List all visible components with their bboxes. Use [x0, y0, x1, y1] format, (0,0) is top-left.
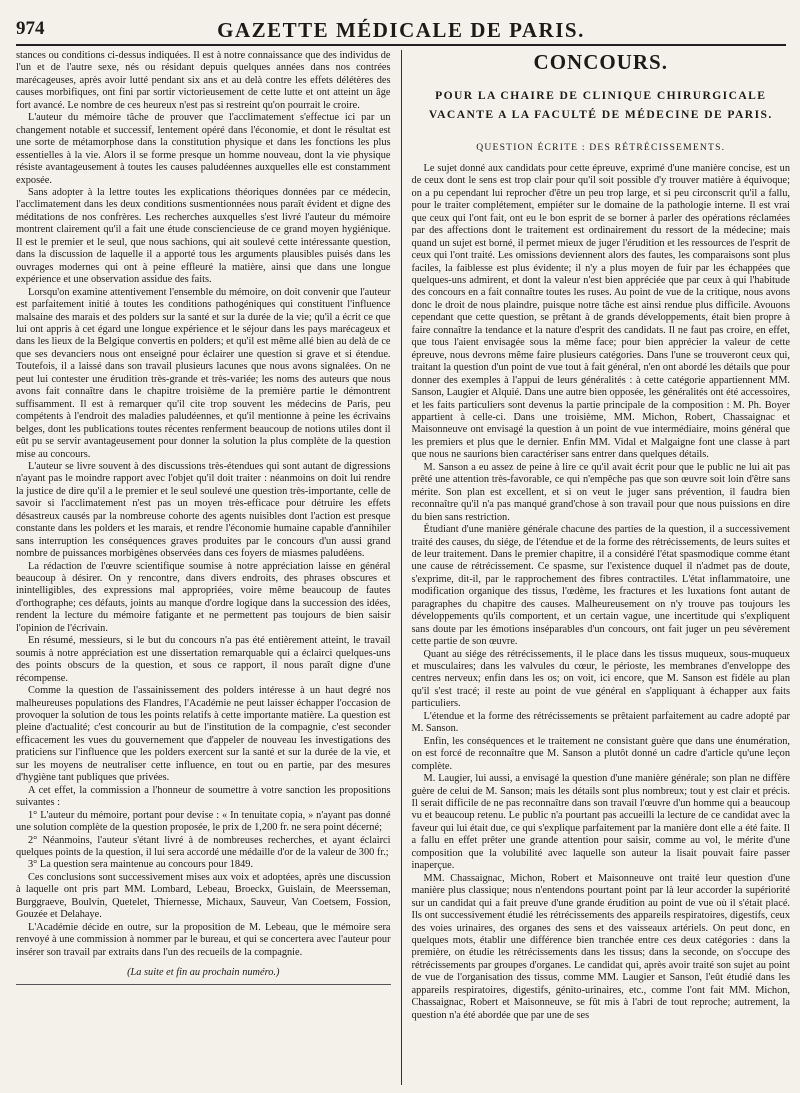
paragraph: A cet effet, la commission a l'honneur de soumettre à votre sanction les propositions suivantes :: [16, 784, 391, 809]
article-title: POUR LA CHAIRE DE CLINIQUE CHIRURGICALE VACANTE A LA FACULTÉ DE MÉDECINE DE PARIS.: [428, 89, 773, 122]
paragraph: Le sujet donné aux candidats pour cette épreuve, exprimé d'une manière concise, est un de ceux dont le sens est trop clair pour qu'il soit possible d'y trouver matière à équivoque; on a pu cependant lui reprocher d'être un peu trop large, et si peu circonscrit qu'il a fallu, pour le traiter complétement, empiéter sur le domaine de la pathologie interne. Il est vrai que ceux qui l'ont fait, ont eu le bon esprit de se borner à parler des opérations réclamées par des affections dont le traitement est ordinairement du ressort de la médecine; mais quand un sujet est borné, il permet mieux de juger l'érudition et les ressources de l'esprit de ceux qui l'ont traité. Les omissions deviennent alors des fautes, les comparaisons sont plus faciles, la faiblesse est plus évidente; il n'y a plus moyen de fuir par les échappées que quelques-uns admirent, et dont la valeur n'est bien appréciée que par ceux à qui l'habitude des concours en a fait connaître toutes les ruses. Au point de vue de la critique, nous avons donc le droit de nous plaindre, puisque notre tâche est ainsi rendue plus difficile. Avouons cependant que cette question, se prêtant à de grands développements, était bien propre à faire connaître la tendance et la nature d'esprit des candidats. Il ne faut pas croire, en effet, que tous l'aient envisagée sous la même face; pour bien apprécier la valeur de cette épreuve, nous devrons même faire plusieurs catégories. Dans l'une se trouveront ceux qui, traitant la question d'un point de vue tout à fait général, n'en ont abordé les détails que pour donner des exemples à l'appui de leurs généralités : à cette catégorie appartiennent MM. Sanson, Laugier et Alquié. Dans une autre bien opposée, les généralités ont été accessoires, et les faits particuliers sont devenus la partie principale de la composition : M. Ph. Boyer appartient à celle-ci. Dans une troisième, MM. Michon, Robert, Chassaignac et Maisonneuve ont envisagé la question à un point de vue intermédiaire, moins général que les premiers et plus que le dernier. Enfin MM. Vidal et Malgaigne font une classe à part que nous ne saurions bien caractériser sans entrer dans quelques détails.: [411, 162, 790, 461]
proposition-item: 1° L'auteur du mémoire, portant pour devise : « In tenuitate copia, » n'ayant pas donné une solution complète de la question proposée, le prix de 1,200 fr. ne sera point décerné;: [16, 809, 391, 834]
paragraph: La rédaction de l'œuvre scientifique soumise à notre appréciation laisse en général beaucoup à désirer. On y rencontre, dans divers endroits, des phrases obscures et inintelligibles, des expressions mal appropriées, voire même beaucoup de fautes d'orthographe; ces défauts, joints au manque d'ordre logique dans la succession des idées, rendent la lecture du mémoire fatigante et ne permettent pas toujours de bien saisir l'opinion de l'écrivain.: [16, 560, 391, 634]
right-column: [406, 50, 790, 1085]
proposition-item: 2° Néanmoins, l'auteur s'étant livré à de nombreuses recherches, et ayant éclairci quelques points de la question, il lui sera accordé une médaille d'or de la valeur de 300 fr.;: [16, 834, 391, 858]
paragraph: Comme la question de l'assainissement des polders intéresse à un haut degré nos malheureuses populations des Flandres, l'Académie ne peut laisser échapper l'occasion de provoquer la solution de tous les points relatifs à cette importante matière. La question est pleine d'actualité; c'est concourir au but de l'institution de la compagnie, c'est seconder efficacement les vues du gouvernement que d'appeler de nouveau les investigations des praticiens sur l'influence que les polders exercent sur la santé et sur la durée de la vie, et sur les moyens de neutraliser cette influence, en tout ou en partie, par des mesures d'hygiène tant publiques que privées.: [16, 685, 391, 784]
journal-title: GAZETTE MÉDICALE DE PARIS.: [217, 18, 585, 42]
paragraph: M. Laugier, lui aussi, a envisagé la question d'une manière générale; son plan ne diffère guère de celui de M. Sanson; mais les détails sont plus nombreux; tout y est clair et précis. Il serait difficile de ne pas reconnaître dans son travail l'œuvre d'un homme qui a beaucoup vu et beaucoup retenu. Le public n'a pourtant pas accueilli la lecture de ce candidat avec la faveur qui lui était due, ce qui s'explique parfaitement par la manière dont elle a été faite. Il a fallu en effet prêter une grande attention pour saisir, comme au vol, le mérite d'une composition que la volubilité avec laquelle son auteur la lisait pouvait faire passer inaperçue.: [411, 773, 790, 872]
columns: [16, 50, 790, 1085]
proposition-item: 3° La question sera maintenue au concours pour 1849.: [28, 859, 254, 871]
continuation-note: (La suite et fin au prochain numéro.): [127, 967, 280, 979]
paragraph: Enfin, les conséquences et le traitement ne consistant guère que dans une énumération, on est forcé de reconnaître que M. Sanson a plutôt donné un cadre d'article qu'une leçon complète.: [411, 735, 790, 772]
paragraph: L'auteur se livre souvent à des discussions très-étendues qui sont autant de digressions n'ayant pas le moindre rapport avec l'objet qu'il doit traiter : néanmoins on doit lui rendre la justice de dire qu'il a le premier et le seul soulevé une question très-importante, celle de savoir si l'acclimatement n'est pas un moyen très-efficace pour détruire les effets désastreux causés par la nombreuse cohorte des agents nuisibles dont l'action est presque constante dans les polders et les marais, et rendre l'économie humaine capable d'annihiler sans interruption les conséquences graves produites par le concours d'un aussi grand nombre de puissances morbigènes observées dans ces foyers de miasmes paludéens.: [16, 460, 391, 560]
page-number: 974: [16, 18, 45, 39]
paragraph: MM. Chassaignac, Michon, Robert et Maisonneuve ont traité leur question d'une manière plus classique; nous n'entendons pourtant point par là leur accorder la supériorité sur un candidat qui a fait preuve d'une grande érudition au point de vue où il s'était placé. Ils ont successivement étudié les rétrécissements des appareils respiratoires, digestifs, ceux des voies urinaires, des organes des sens et des vaisseaux artériels. On peut donc, en quelques mots, établir une différence bien tranchée entre ces deux catégories : dans la première, on étudie les rétrécissements dans les tissus; dans la seconde, on s'occupe des rétrécissements par groupes d'organes. Le candidat qui, après avoir traité son sujet au point de vue de l'organisation des tissus, comme MM. Laugier et Sanson, l'eût étudié dans les appareils respiratoires, digestifs, génito-urinaires, etc., comme l'ont fait MM. Michon, Chassaignac, Robert et Maisonneuve, se fût mis à l'abri de tout reproche; autrement, la question n'a été abordée que par une de ses: [411, 872, 790, 1021]
column-divider: [401, 50, 402, 1085]
article-subtitle: QUESTION ÉCRITE : DES RÉTRÉCISSEMENTS.: [476, 142, 726, 154]
paragraph: M. Sanson a eu assez de peine à lire ce qu'il avait écrit pour que le public ne lui ait pas prêté une attention très-favorable, ce qui n'empêche pas que son œuvre soit loin d'être sans mérite. Son plan est excellent, et si on veut le juger sans prévention, il faudra bien reconnaître qu'il n'a pas manqué grand'chose à son travail pour que nous puissions en dire du bien sans restriction.: [411, 461, 790, 523]
paragraph: En résumé, messieurs, si le but du concours n'a pas été entièrement atteint, le travail soumis à notre appréciation est une dissertation remarquable qui a éclairci quelques-uns des points obscurs de la question, et sous ce rapport, il nous paraît digne d'une récompense.: [16, 635, 391, 684]
paragraph: stances ou conditions ci-dessus indiquées. Il est à notre connaissance que des individus de l'un et de l'autre sexe, nés ou résidant depuis quelques années dans nos contrées marécageuses, après avoir lutté pendant six ans et au delà contre les effets délétères des causes morbifiques, ont fini par sortir victorieusement de cette lutte et ont atteint un âge fort avancé. Le nombre de ces heureux n'est pas si restreint qu'on pourrait le croire.: [16, 50, 391, 111]
paragraph: Sans adopter à la lettre toutes les explications théoriques données par ce médecin, l'acclimatement dans les deux conditions susmentionnées nous paraît évident et digne des méditations de nos confrères. Les recherches auxquelles s'est livré l'auteur du mémoire montrent clairement qu'il a fait une étude consciencieuse de ce grand moyen hygiénique. Il est le premier et le seul, que nous sachions, qui ait soulevé cette intéressante question, dans la discussion de laquelle il a apporté tous les arguments plausibles puisés dans les ouvrages modernes qui ont à peine effleuré la matière, ainsi que dans une longue expérience et une observation assidue des faits.: [16, 186, 391, 286]
left-column: [16, 50, 397, 1085]
paragraph: Étudiant d'une manière générale chacune des parties de la question, il a successivement traité des causes, du siége, de l'étendue et de la forme des rétrécissements, de leurs suites et de leur traitement. Dans le premier chapitre, il a considéré l'état spasmodique comme étant une cause de rétrécissement. Ce spasme, sur l'existence duquel il n'admet pas de doute, s'exprime, dit-il, par le rapprochement des fibres contractiles. L'état inflammatoire, une modification organique des tissus, l'œdème, les fractures et les luxations font autant de paragraphes du chapitre des causes. Malheureusement on n'y trouve pas toujours les développements qu'ils comportent, et un certain vague, une incertitude qui s'expliquent sans doute par les émotions inséparables d'un concours, ont fait juger un peu sévèrement cette partie de son œuvre.: [411, 524, 790, 648]
end-rule: [16, 984, 391, 985]
paragraph: L'auteur du mémoire tâche de prouver que l'acclimatement s'effectue ici par un changement notable et successif, lentement opéré dans l'économie, et dont le résultat est une sorte de métamorphose dans la constitution physique et dans les fonctions les plus essentielles à la vie. Alors il se forme presque un homme nouveau, dont la vie physique résiste avantageusement à toutes les causes paludéennes auxquelles elle est constamment exposée.: [16, 112, 391, 186]
paragraph: Ces conclusions sont successivement mises aux voix et adoptées, après une discussion à laquelle ont pris part MM. Lombard, Lebeau, Broeckx, Guislain, de Meersseman, Burggraeve, Boulvin, Quetelet, Thiernesse, Michaux, Sauveur, Van Coetsem, Fossion, Gouzée et Delahaye.: [16, 871, 391, 921]
section-title: CONCOURS.: [533, 50, 668, 74]
paragraph: Quant au siége des rétrécissements, il le place dans les tissus muqueux, sous-muqueux et musculaires; dans les valvules du cœur, le périoste, les membranes d'enveloppe des centres nerveux; enfin dans les os; on voit, ici encore, que M. Sanson est fidèle au plan qu'il s'est tracé; il reste au point de vue général en s'appliquant à échapper aux faits particuliers.: [411, 648, 790, 710]
paragraph: Lorsqu'on examine attentivement l'ensemble du mémoire, on doit convenir que l'auteur est parfaitement initié à toutes les conditions pathogéniques qui constituent l'influence malsaine des marais et des polders sur la santé et sur la durée de la vie; qu'il a écrit ce que lui ont appris à cet égard une longue expérience et le séjour dans les pays marécageux et dans les lieux de la Belgique convertis en polders; et qu'il est même allé bien au delà de ce que ses devanciers nous ont enseigné pour éclairer une question si grave et si étendue. Toutefois, il a laissé dans son travail plusieurs lacunes que nous avons signalées. On ne peut lui contester une érudition très-grande et très-variée; les noms des auteurs que nous avons fait connaître dans le chapitre troisième de la première partie le démontrent suffisamment. Il est à remarquer qu'il cite trop souvent les médecins de Paris, peu compétents à l'endroit des maladies paludéennes, et qu'il mentionne à peine les écrivains belges, dont les publications toutes récentes renferment beaucoup de notions utiles dont il eût pu se servir avantageusement pour donner la solution la plus complète de la question mise au concours.: [16, 286, 391, 460]
paragraph: L'Académie décide en outre, sur la proposition de M. Lebeau, que le mémoire sera renvoyé à une commission à nommer par le bureau, et qui se concertera avec l'auteur pour insérer son travail par extraits dans l'un des recueils de la compagnie.: [16, 921, 391, 958]
paragraph: L'étendue et la forme des rétrécissements se prêtaient parfaitement au cadre adopté par M. Sanson.: [411, 710, 790, 735]
page-header: [16, 14, 786, 46]
